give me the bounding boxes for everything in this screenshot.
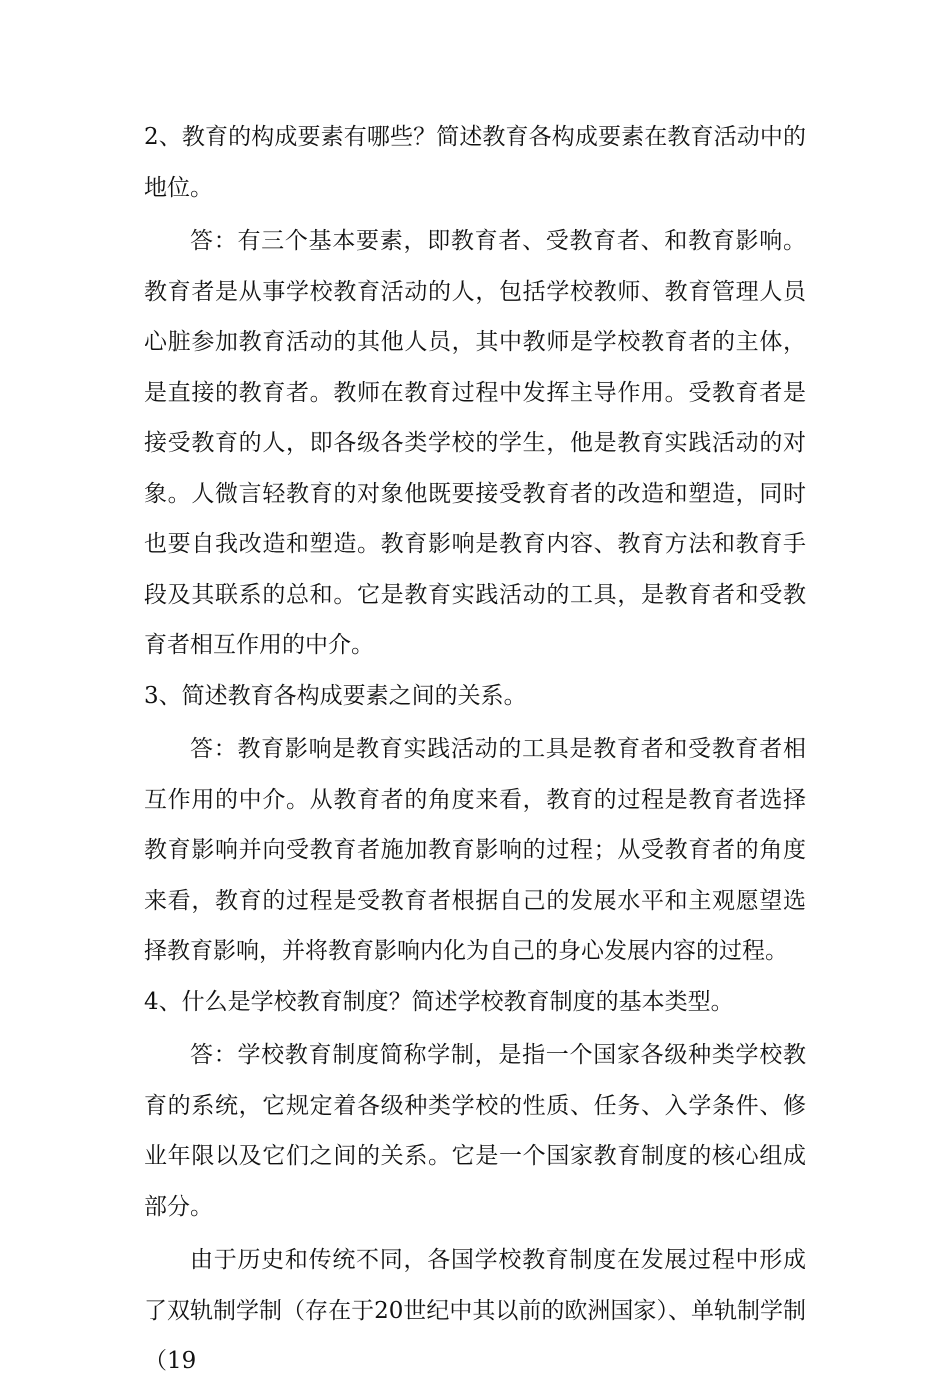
answer-4: 答：学校教育制度简称学制，是指一个国家各级种类学校教育的系统，它规定着各级种类学校的性质、任务、入学条件、修业年限以及它们之间的关系。它是一个国家教育制度的核心组成部分。 (144, 1042, 806, 1220)
question-2: 2、教育的构成要素有哪些？简述教育各构成要素在教育活动中的地位。 (144, 124, 806, 201)
question-3: 3、简述教育各构成要素之间的关系。 (144, 682, 527, 709)
answer-2: 答：有三个基本要素，即教育者、受教育者、和教育影响。教育者是从事学校教育活动的人，包括学校教师、教育管理人员心脏参加教育活动的其他人员，其中教师是学校教育者的主体，是直接的教育者。教师在教育过程中发挥主导作用。受教育者是接受教育的人，即各级各类学校的学生，他是教育实践活动的对象。人微言轻教育的对象他既要接受教育者的改造和塑造，同时也要自我改造和塑造。教育影响是教育内容、教育方法和教育手段及其联系的总和。它是教育实践活动的工具，是教育者和受教育者相互作用的中介。 (144, 228, 806, 658)
answer-3: 答：教育影响是教育实践活动的工具是教育者和受教育者相互作用的中介。从教育者的角度来看，教育的过程是教育者选择教育影响并向受教育者施加教育影响的过程；从受教育者的角度来看，教育的过程是受教育者根据自己的发展水平和主观愿望选择教育影响，并将教育影响内化为自己的身心发展内容的过程。 (144, 736, 806, 964)
answer-4-continued: 由于历史和传统不同，各国学校教育制度在发展过程中形成了双轨制学制（存在于20世纪中其以前的欧洲国家）、单轨制学制（19 (144, 1247, 806, 1374)
document-body (144, 112, 806, 1387)
question-4: 4、什么是学校教育制度？简述学校教育制度的基本类型。 (144, 988, 734, 1015)
